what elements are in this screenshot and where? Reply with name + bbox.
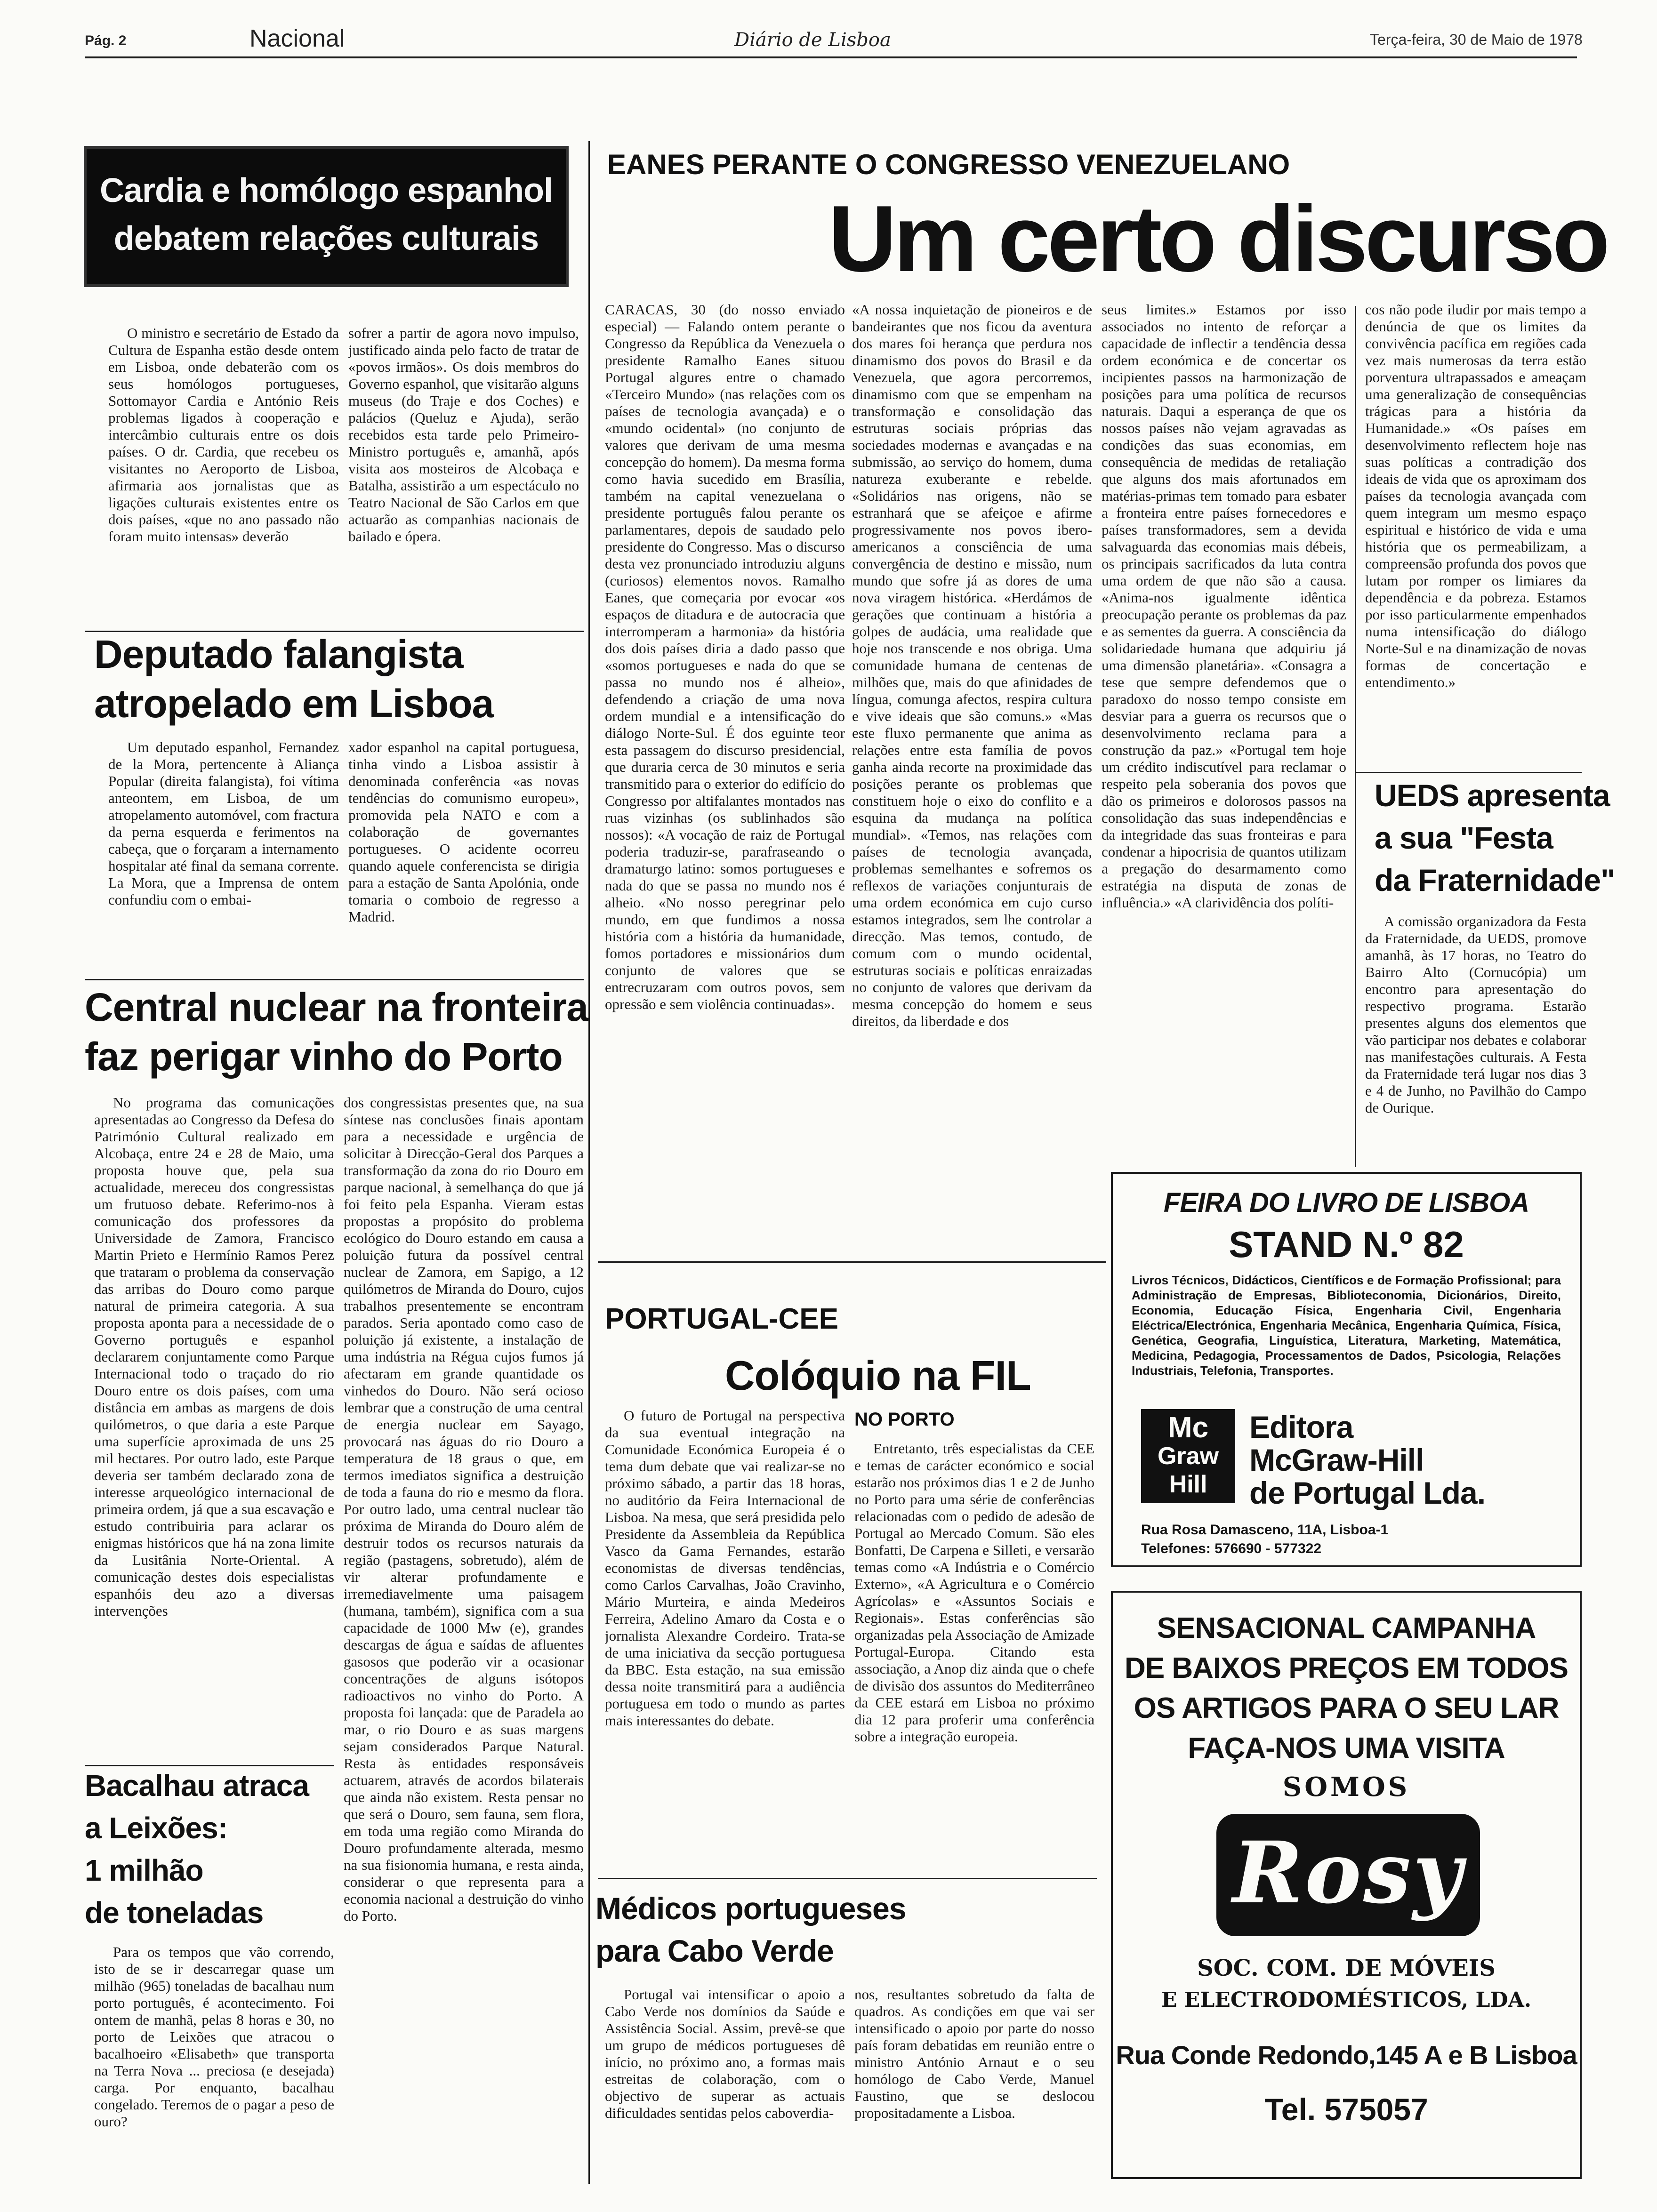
rosy-ad-line1: SENSACIONAL CAMPANHA [1157, 1612, 1536, 1644]
rosy-ad [1111, 1591, 1582, 2179]
cee-body-col2 [854, 1440, 1094, 1859]
feira-ad-address: Rua Rosa Damasceno, 11A, Lisboa-1 [1141, 1522, 1389, 1538]
feira-ad [1111, 1172, 1582, 1567]
eanes-text-2: «A nossa inquietação de pioneiros e de bandeirantes que nos ficou da aventura dos mares foi herança que perdura nos dinamismo dos povos do Brasil e da Venezuela, que agora percorremos, dinamismo com que se empenham na transformação e consolidação das estruturas sociais próprias das sociedades modernas e avançadas e na submissão, ao serviço do homem, duma natureza exuberante e rebelde. «Solidários nas origens, não se estranhará que se afeiçoe e afirme progressivamente nos povos ibero-americanos a consciência de uma convergência de destino e missão, num mundo que sofre já as dores de uma nova viragem histórica. «Herdámos de gerações que continuam a história a golpes de audácia, uma realidade que hoje nos transcende e nos obriga. Uma comunidade humana de centenas de milhões que, mais do que afinidades de língua, comunga afectos, respira cultura e vive ideais que são comuns.» «Mas este fluxo permanente que anima as relações entre esta família de povos ganha ainda recorte na proximidade das posições perante os problemas que constituem hoje o eixo do conflito e a esquina da mudança na política mundial». «Temos, nas relações com países de tecnologia avançada, problemas semelhantes e sofremos os reflexos de variações conjunturais de uma ordem económica em cujo curso estamos integrados, sem lhe controlar a direcção. Mas temos, contudo, de comum com o mundo ocidental, estruturas sociais e políticas enraizadas no conjunto de valores que derivam da mesma concepção do homem e seus direitos, da liberdade e dos [852, 301, 1092, 1029]
cee-headline: Colóquio na FIL [725, 1352, 1031, 1399]
falangista-headline-line1: Deputado falangista [94, 632, 463, 676]
falangista-body-col1 [108, 739, 339, 965]
cee-kicker: PORTUGAL-CEE [605, 1303, 838, 1335]
mcgraw-logo-line2: Graw [1157, 1443, 1219, 1470]
cardia-text-2: sofrer a partir de agora novo impulso, justificado ainda pelo facto de tratar de «povos irmãos». Os dois membros do Governo espanhol, que visitarão alguns museus (do Traje e dos Coches) e palácios (Queluz e Ajuda), serão recebidos esta tarde pelo Primeiro-Ministro português e, amanhã, após visita aos mosteiros de Alcobaça e Batalha, assistirão a um espectáculo no Teatro Nacional de São Carlos em que actuarão as companhias nacionais de bailado e ópera. [348, 325, 579, 545]
bacalhau-divider [85, 1765, 334, 1766]
bacalhau-headline-line1: Bacalhau atraca [85, 1769, 309, 1803]
falangista-text-2: xador espanhol na capital portuguesa, tinha vindo a Lisboa assistir à denominada conferência «as novas tendências do comunismo europeu», promovida pela NATO e com a colaboração de governantes portugueses. O acidente ocorreu quando aquele conferencista se dirigia para a estação de Santa Apolónia, onde tomaria o comboio de regresso a Madrid. [348, 739, 579, 925]
cardia-headline-box [84, 146, 569, 287]
feira-ad-phones: Telefones: 576690 - 577322 [1141, 1541, 1322, 1556]
rosy-phone: Tel. 575057 [1264, 2092, 1428, 2127]
masthead-rule [85, 56, 1577, 58]
cee-text-1: O futuro de Portugal na perspectiva da sua eventual integração na Comunidade Económica Europeia é o tema dum debate que vai realizar-se no próximo sábado, a partir das 18 horas, no auditório da Feira Internacional de Lisboa. Na mesa, que será presidida pelo Presidente da Assembleia da República Vasco da Gama Fernandes, estarão economistas de diversas tendências, como Carlos Carvalhas, João Cravinho, Mário Murteira, e ainda Medeiros Ferreira, Adelino Amaro da Costa e o jornalista Alexandre Cordeiro. Trata-se de uma iniciativa da secção portuguesa da BBC. Esta estação, na sua emissão dessa noite transmitirá para a audiência portuguesa em todo o mundo as partes mais interessantes do debate. [605, 1407, 845, 1729]
cee-text-2: Entretanto, três especialistas da CEE e temas de carácter económico e social estarão nos próximos dias 1 e 2 de Junho no Porto para uma série de conferências relacionadas com o pedido de adesão de Portugal ao Mercado Comum. São eles Bonfatti, De Carpena e Silleti, e versarão temas como «A Indústria e o Comércio Externo», «A Agricultura e o Comércio Agrícolas» e «Assuntos Sociais e Regionais». Estas conferências são organizadas pela Associação de Amizade Portugal-Europa. Citando esta associação, a Anop diz ainda que o chefe de divisão dos assuntos do Mediterrâneo da CEE estará em Lisboa no próximo dia 12 para proferir uma conferência sobre a integração europeia. [854, 1440, 1094, 1745]
mcgraw-logo-line3: Hill [1169, 1471, 1207, 1498]
publisher-line2: McGraw-Hill [1249, 1443, 1424, 1477]
rosy-logo [1216, 1814, 1480, 1936]
bacalhau-headline-line2: a Leixões: [85, 1811, 228, 1845]
ueds-headline-line3: da Fraternidade" [1375, 863, 1615, 898]
nuclear-text-2: dos congressistas presentes que, na sua síntese nas conclusões finais apontam para a necessidade e urgência de solicitar à Direcção-Geral dos Parques a transformação da zona do rio Douro em parque nacional, à semelhança do que já foi feito pela Espanha. Vieram estas propostas a propósito do problema ecológico do Douro estando em causa a poluição futura da possível central nuclear de Zamora, em Sapigo, a 12 quilómetros de Miranda do Douro, cujos trabalhos presentemente se encontram parados. Seria apontado como caso de poluição já existente, a instalação de uma indústria na Régua cujos fumos já afectaram em grande quantidade os vinhedos do Douro. Não será ocioso lembrar que a construção de uma central de energia nuclear em Sayago, provocará nas águas do rio Douro a temperatura de 18 graus o que, em termos imediatos significa a destruição de toda a fauna do rio e mesmo da flora. Por outro lado, uma central nuclear tão próxima de Miranda do Douro além de destruir todos os recursos naturais da região (pastagens, sobretudo), além de vir alterar profundamente e irremediavelmente uma paisagem (humana, também), significa com a sua capacidade de 1000 Mw (e), grandes descargas de água e saídas de afluentes gasosos que poderão vir a ocasionar concentrações de alguns isótopos radioactivos no vinho do Porto. A proposta foi lançada: que de Paradela ao mar, o rio Douro e as suas margens sejam considerados Parque Natural. Resta às entidades responsáveis actuarem, através de acordos bilaterais que ainda não existem. Resta pensar no que será o Douro, sem fauna, sem flora, em toda uma região como Miranda do Douro profundamente alterada, mesmo na sua fisionomia humana, e resta ainda, considerar o que representa para a economia nacional a destruição do vinho do Porto. [344, 1094, 584, 1924]
bacalhau-body [94, 1944, 334, 2179]
column-rule-left [588, 141, 590, 2184]
issue-date: Terça-feira, 30 de Maio de 1978 [1370, 31, 1583, 48]
falangista-headline-line2: atropelado em Lisboa [94, 681, 494, 726]
bacalhau-text: Para os tempos que vão correndo, isto de se ir descarregar quase um milhão (965) toneladas de bacalhau num porto português, é acontecimento. Foi ontem de manhã, pelas 8 horas e 30, no porto de Leixões que atracou o bacalhoeiro «Elisabeth» que transporta na Terra Nova ... preciosa (e desejada) carga. Por enquanto, bacalhau congelado. Teremos de o pagar a peso de ouro? [94, 1944, 334, 2130]
eanes-text-4: cos não pode iludir por mais tempo a denúncia de que os limites da convivência pacífica em regiões cada vez mais numerosas da terra estão porventura ultrapassados e ameaçam uma generalização de consequências trágicas para a história da Humanidade.» «Os países em desenvolvimento reflectem hoje nas suas políticas a contradição dos ideais de vida que os aproximam dos países da tecnologia avançada com quem integram um mesmo espaço espiritual e histórico de vida e uma história que os permeabilizam, a compreensão profunda dos povos que lutam por romper os limiares da dependência e da pobreza. Estamos por isso particularmente empenhados numa intensificação do diálogo Norte-Sul e na dinamização de novas formas de concertação e entendimento.» [1365, 301, 1586, 690]
nuclear-text-1: No programa das comunicações apresentadas ao Congresso da Defesa do Património Cultural realizado em Alcobaça, entre 24 e 28 de Maio, uma proposta houve que, pela sua actualidade, mereceu dos congressistas um frutuoso debate. Referimo-nos à comunicação dos professores da Universidade de Zamora, Francisco Martin Prieto e Hermínio Ramos Perez que trataram o problema da conservação das arribas do Douro como parque natural de primeira categoria. A sua proposta aponta para a necessidade de o Governo português e espanhol declararem conjuntamente como Parque Internacional todo o traçado do rio Douro entre os dois países, com uma distância em ambas as margens de dois quilómetros, o que daria a este Parque uma superfície aproximada de uns 25 mil hectares. Por outro lado, este Parque deveria ser também declarado zona de interesse arqueológico internacional de primeira ordem, já que a sua escavação e estudo contribuiria para aclarar os enigmas históricos que há na zona limite da Lusitânia Norte-Oriental. A comunicação destes dois especialistas espanhóis deu azo a diversas intervenções [94, 1094, 334, 1619]
mcgraw-logo-line1: Mc [1167, 1411, 1209, 1444]
cardia-text-1: O ministro e secretário de Estado da Cultura de Espanha estão desde ontem em Lisboa, onde debaterão com os seus homólogos portugueses, Sottomayor Cardia e António Reis problemas ligados à cooperação e intercâmbio culturais entre os dois países. O dr. Cardia, que recebeu os visitantes no Aeroporto de Lisboa, afirmaria aos jornalistas que as ligações culturais existentes entre os dois países, «que no ano passado não foram muito intensas» deverão [108, 325, 339, 545]
medicos-headline-line2: para Cabo Verde [595, 1933, 834, 1968]
feira-ad-text: Livros Técnicos, Didácticos, Científicos e de Formação Profissional; para Administração de Empresas, Biblioteconomia, Dicionários, Direito, Economia, Educação Física, Engenharia Civil, Engenharia Eléctrica/Electrónica, Engenharia Mecânica, Engenharia Química, Física, Genética, Geografia, Linguística, Literatura, Marketing, Matemática, Medicina, Pedagogia, Processamentos de Dados, Psicologia, Relações Industriais, Telefonia, Transportes. [1132, 1273, 1561, 1378]
eanes-headline: Um certo discurso [828, 186, 1608, 291]
cee-subhead: NO PORTO [854, 1409, 955, 1430]
rosy-company-line2: E ELECTRODOMÉSTICOS, LDA. [1161, 1988, 1532, 2012]
medicos-text-2: nos, resultantes sobretudo da falta de quadros. As condições em que vai ser intensificado o apoio por parte do nosso país foram debatidas em reunião entre o ministro António Arnaut e o seu homólogo de Cabo Verde, Manuel Faustino, que se deslocou propositadamente a Lisboa. [854, 1986, 1094, 2121]
eanes-text-1: CARACAS, 30 (do nosso enviado especial) — Falando ontem perante o Congresso da República da Venezuela o presidente Ramalho Eanes situou Portugal algures entre o chamado «Terceiro Mundo» (nas relações com os países de tecnologia avançada) e o «mundo ocidental» (no conjunto de valores que derivam de uma mesma concepção do homem). Da mesma forma como havia sucedido em Brasília, também na capital venezuelana o presidente português falou perante os parlamentares, depois de saudado pelo presidente do Congresso. Mas o discurso desta vez pronunciado introduziu alguns (curiosos) elementos novos. Ramalho Eanes, que começaria por evocar «os espaços de ditadura e de autocracia que interromperam a harmonia» da história dos dois países diria a dado passo que «somos portugueses e nada do que se passa no mundo nos é alheio», defendendo a criação de uma nova ordem mundial e a intensificação do diálogo Norte-Sul. É dos eguinte teor esta passagem do discurso presidencial, que duraria cerca de 30 minutos e seria transmitido para o exterior do edifício do Congresso por altifalantes montados nas ruas vizinhas (os sublinhados são nossos): «A vocação de raiz de Portugal poderia traduzir-se, parafraseando o dramaturgo latino: somos portugueses e nada do que se passa no mundo nos é alheio. «No nosso peregrinar pelo mundo, em que fundimos a nossa história com a história da humanidade, fomos portadores e missionários dum conjunto de valores que se entrecruzaram com outros povos, sem opressão e sem violência continuadas». [605, 301, 845, 1012]
medicos-headline-line1: Médicos portugueses [595, 1891, 906, 1926]
medicos-body-col2 [854, 1986, 1094, 2174]
rosy-address: Rua Conde Redondo,145 A e B Lisboa [1116, 2040, 1577, 2070]
paper-name: Diário de Lisboa [734, 29, 891, 51]
eanes-kicker: EANES PERANTE O CONGRESSO VENEZUELANO [607, 149, 1290, 180]
ueds-headline-line1: UEDS apresenta [1375, 778, 1610, 813]
ueds-text: A comissão organizadora da Festa da Fraternidade, da UEDS, promove amanhã, às 17 horas, no Teatro do Bairro Alto (Cornucópia) um encontro para apresentação do respectivo programa. Estarão presentes alguns dos elementos que vão participar nos debates e colaborar nas manifestações culturais. A Festa da Fraternidade terá lugar nos dias 3 e 4 de Junho, no Pavilhão do Campo de Ourique. [1365, 913, 1586, 1116]
rosy-ad-line4: FAÇA-NOS UMA VISITA [1188, 1732, 1505, 1764]
falangista-text-1: Um deputado espanhol, Fernandez de la Mora, pertencente à Aliança Popular (direita falangista), foi vítima anteontem, em Lisboa, de um atropelamento automóvel, com fractura da perna esquerda e ferimentos na cabeça, que o forçaram a internamento hospitalar até final da semana corrente. La Mora, que a Imprensa de ontem confundiu com o embai- [108, 739, 339, 908]
cee-body-col1 [605, 1407, 845, 1859]
bacalhau-headline-line4: de toneladas [85, 1896, 264, 1930]
section-title: Nacional [249, 25, 345, 52]
medicos-body-col1 [605, 1986, 845, 2174]
falangista-body-col2 [348, 739, 579, 965]
eanes-body-col3 [1102, 301, 1346, 1172]
feira-ad-title: FEIRA DO LIVRO DE LISBOA [1163, 1187, 1529, 1218]
medicos-text-1: Portugal vai intensificar o apoio a Cabo Verde nos domínios da Saúde e Assistência Social. Assim, prevê-se que um grupo de médicos portugueses dê início, no próximo ano, a formas mais estreitas de colaboração, com o objectivo de superar as actuais dificuldades sentidas pelos caboverdia- [605, 1986, 845, 2121]
eanes-text-3: seus limites.» Estamos por isso associados no intento de reforçar a capacidade de inflectir a tendência dessa ordem económica e de concertar os incipientes passos na harmonização de posições para uma política de recursos naturais. Daqui a esperança de que os nossos países não vejam agravadas as condições das suas economias, em consequência de medidas de retaliação que alguns dos mais afortunados em matérias-primas tem tomado para esbater a fronteira entre países fornecedores e países transformadores, sem a devida salvaguarda das economias mais débeis, os principais sacrificados da luta contra uma ordem de que não são a causa. «Anima-nos igualmente idêntica preocupação perante os problemas da paz e as sementes da guerra. A consciência da solidariedade humana que adquiriu já uma dimensão planetária». «Consagra a tese que sempre defendemos que o paradoxo do nosso tempo consiste em desviar para a guerra os recursos que o desenvolvimento reclama para a construção da paz.» «Portugal tem hoje um crédito indiscutível para reclamar o respeito pela soberania dos povos que dão os primeiros e dolorosos passos na consolidação das suas independências e da integridade das suas fronteiras e para condenar a hipocrisia de quantos utilizam a pregação do desarmamento como estratégia na disputa de zonas de influência.» «A clarividência dos políti- [1102, 301, 1346, 911]
page-number: Pág. 2 [85, 33, 127, 48]
eanes-body-col2 [852, 301, 1092, 1257]
rosy-company-line1: SOC. COM. DE MÓVEIS [1197, 1955, 1496, 1981]
publisher-line3: de Portugal Lda. [1249, 1475, 1486, 1510]
cardia-body-col2 [348, 325, 579, 626]
nuclear-body-col2 [344, 1094, 584, 2167]
bacalhau-headline-line3: 1 milhão [85, 1853, 203, 1887]
cardia-body-col1 [108, 325, 339, 626]
rosy-ad-line5: SOMOS [1282, 1771, 1410, 1803]
feira-ad-stand: STAND N.º 82 [1229, 1224, 1464, 1265]
nuclear-headline-line1: Central nuclear na fronteira [85, 985, 588, 1029]
eanes-body-col1 [605, 301, 845, 1257]
cardia-headline-line2: debatem relações culturais [113, 220, 539, 257]
falangista-divider [85, 979, 584, 980]
mcgraw-logo [1141, 1409, 1235, 1503]
ueds-divider [1356, 772, 1582, 773]
ueds-body [1365, 913, 1586, 1167]
nuclear-headline-line2: faz perigar vinho do Porto [85, 1034, 563, 1079]
medicos-divider [598, 1878, 1097, 1879]
nuclear-body-col1 [94, 1094, 334, 1758]
ueds-headline-line2: a sua "Festa [1375, 820, 1553, 855]
rosy-ad-line3: OS ARTIGOS PARA O SEU LAR [1134, 1692, 1559, 1724]
publisher-line1: Editora [1249, 1410, 1353, 1444]
rosy-logo-text: Rosy [1232, 1823, 1464, 1923]
eanes-body-col4 [1365, 301, 1586, 772]
eanes-bottom-rule [598, 1261, 1106, 1263]
eanes-col-rule [1355, 306, 1356, 1167]
cardia-headline-line1: Cardia e homólogo espanhol [99, 172, 553, 209]
rosy-ad-line2: DE BAIXOS PREÇOS EM TODOS [1125, 1652, 1568, 1684]
